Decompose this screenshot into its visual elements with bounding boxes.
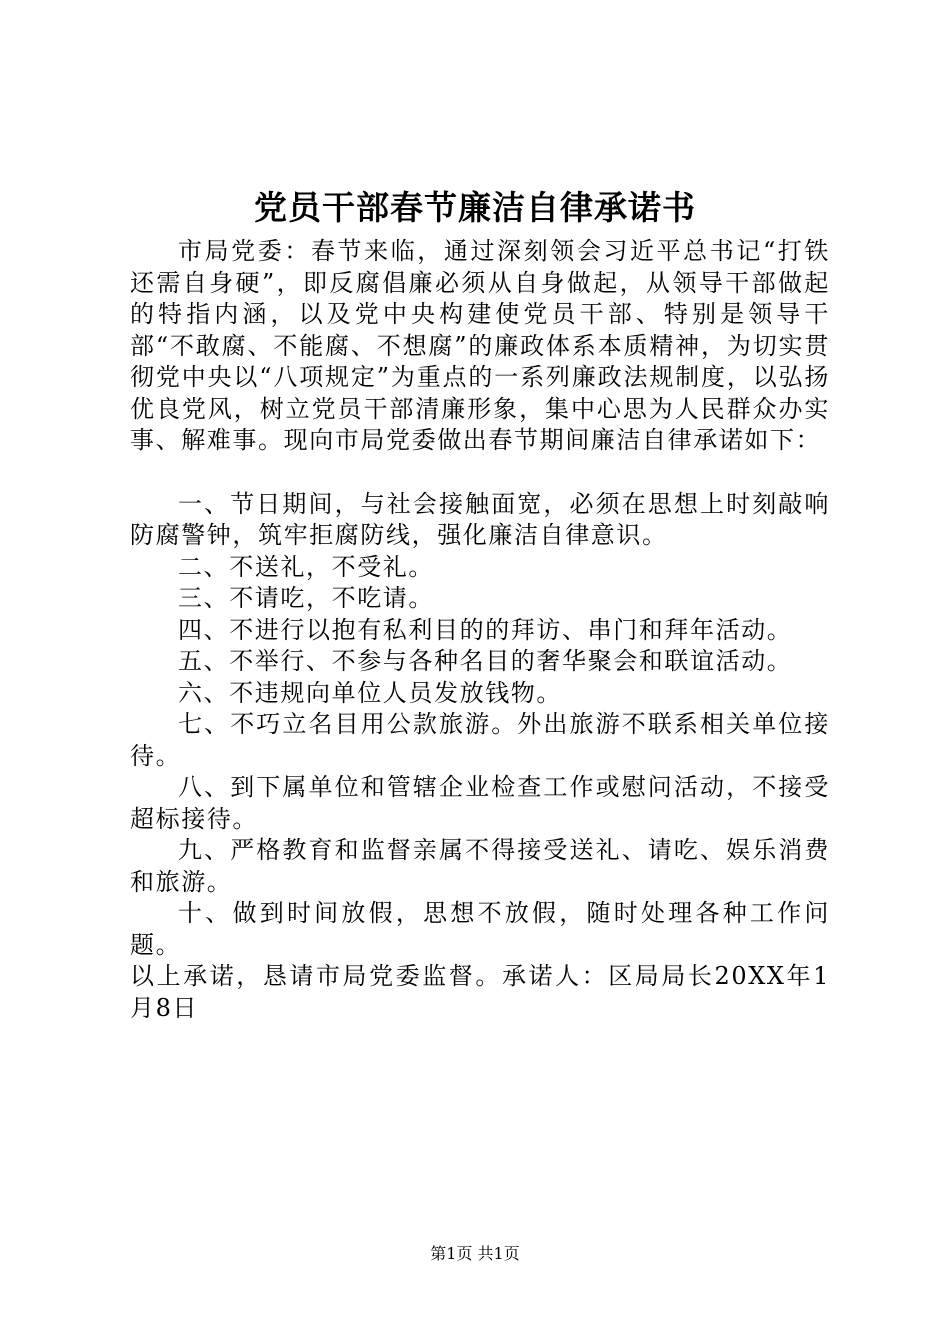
commitment-item-6: 六、不违规向单位人员发放钱物。 [178, 678, 562, 707]
commitment-item-9: 九、严格教育和监督亲属不得接受送礼、请吃、娱乐消费和旅游。 [130, 836, 830, 896]
commitment-item-2: 二、不送礼，不受礼。 [178, 552, 434, 581]
paragraph-gap [130, 457, 830, 489]
closing-signature: 以上承诺，恳请市局党委监督。承诺人：区局局长20XX年1月8日 [130, 962, 830, 1022]
commitment-item-1: 一、节日期间，与社会接触面宽，必须在思想上时刻敲响防腐警钟，筑牢拒腐防线，强化廉洁自律意识。 [130, 489, 830, 549]
document-body [130, 236, 830, 1024]
commitment-item-10: 十、做到时间放假，思想不放假，随时处理各种工作问题。 [130, 899, 830, 959]
commitment-item-3: 三、不请吃，不吃请。 [178, 584, 434, 612]
commitment-item-8: 八、到下属单位和管辖企业检查工作或慰问活动，不接受超标接待。 [130, 773, 830, 833]
commitment-item-4: 四、不进行以抱有私利目的的拜访、串门和拜年活动。 [178, 615, 793, 644]
intro-paragraph: 市局党委：春节来临，通过深刻领会习近平总书记“打铁还需自身硬”，即反腐倡廉必须从自身做起，从领导干部做起的特指内涵，以及党中央构建使党员干部、特别是领导干部“不敢腐、不能腐、不想腐”的廉政体系本质精神，为切实贯彻党中央以“八项规定”为重点的一系列廉政法规制度，以弘扬优良党风，树立党员干部清廉形象，集中心思为人民群众办实事、解难事。现向市局党委做出春节期间廉洁自律承诺如下： [130, 237, 830, 454]
commitment-item-7: 七、不巧立名目用公款旅游。外出旅游不联系相关单位接待。 [130, 710, 830, 770]
document-title: 党员干部春节廉洁自律承诺书 [254, 188, 696, 227]
page-footer: 第1页 共1页 [430, 1244, 520, 1263]
commitment-item-5: 五、不举行、不参与各种名目的奢华聚会和联谊活动。 [178, 647, 793, 675]
